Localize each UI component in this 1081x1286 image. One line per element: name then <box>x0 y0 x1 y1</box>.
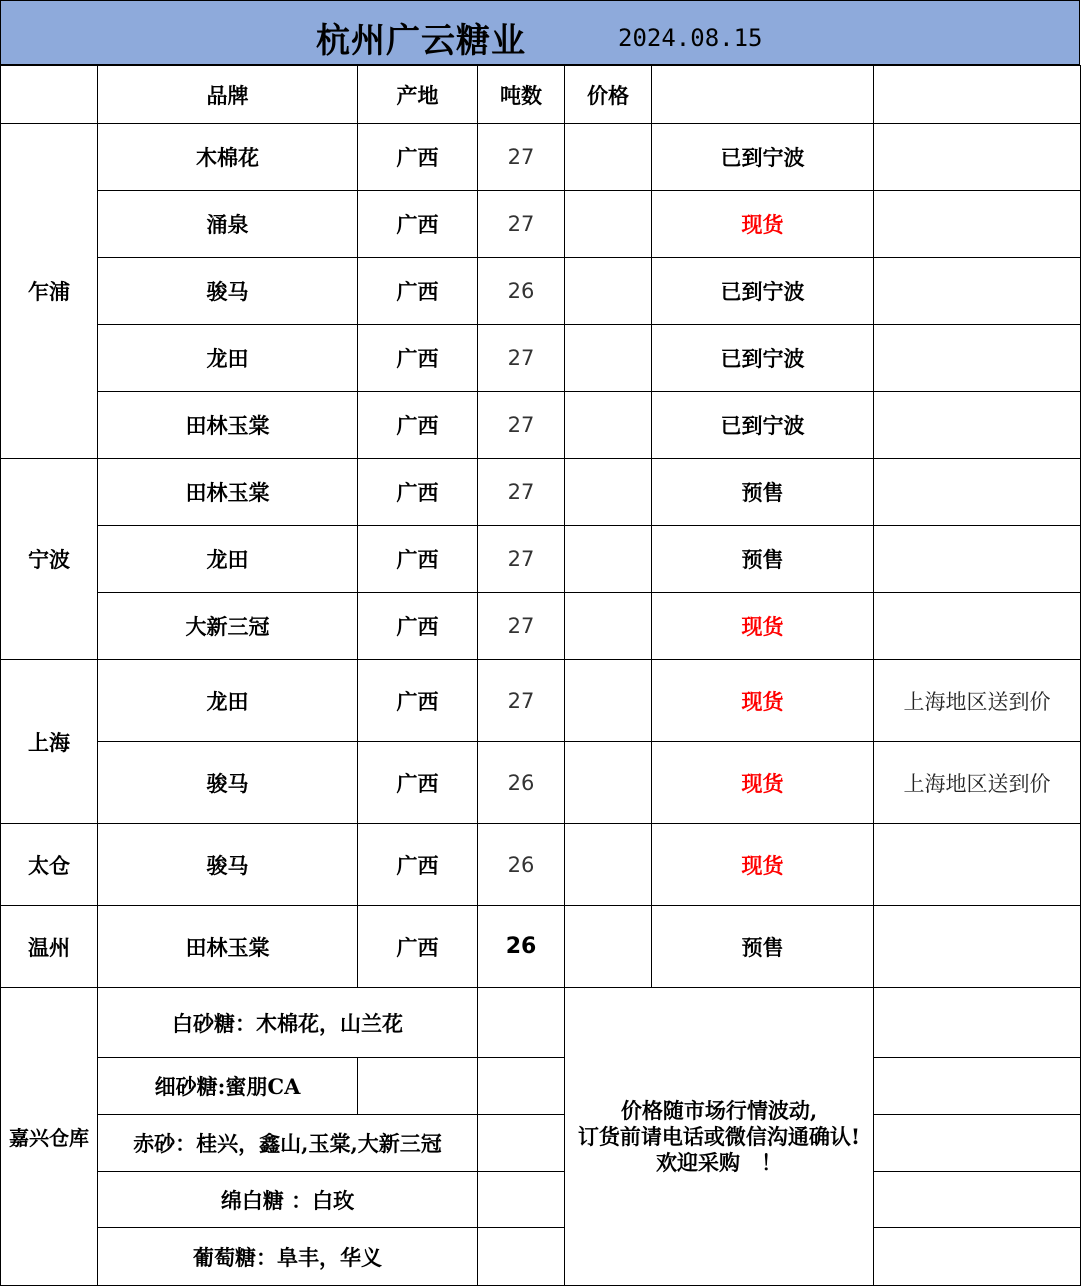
header-price: 价格 <box>565 66 652 124</box>
origin-cell: 广西 <box>358 593 478 660</box>
sugar-type-cell: 赤砂：桂兴，鑫山,玉棠,大新三冠 <box>98 1115 478 1172</box>
notice-line: 订货前请电话或微信沟通确认! <box>577 1123 861 1149</box>
tons-cell: 26 <box>478 824 565 906</box>
brand-cell: 龙田 <box>98 526 358 593</box>
price-cell <box>565 742 652 824</box>
sugar-type-cell: 绵白糖 ：白玫 <box>98 1172 478 1228</box>
origin-cell: 广西 <box>358 526 478 593</box>
status-cell: 现货 <box>652 660 874 742</box>
price-cell <box>565 459 652 526</box>
warehouse-cell: 温州 <box>1 906 98 988</box>
brand-cell: 骏马 <box>98 258 358 325</box>
sugar-row <box>1 1058 1081 1115</box>
tons-cell: 27 <box>478 191 565 258</box>
brand-cell: 骏马 <box>98 824 358 906</box>
status-cell: 预售 <box>652 526 874 593</box>
blank-cell <box>478 1115 565 1172</box>
notice-cell <box>565 988 874 1286</box>
brand-cell: 田林玉棠 <box>98 459 358 526</box>
table-row <box>1 459 1081 526</box>
origin-cell: 广西 <box>358 459 478 526</box>
notice-line: 欢迎采购 ！ <box>656 1149 782 1175</box>
tons-cell: 27 <box>478 593 565 660</box>
blank-cell <box>478 1172 565 1228</box>
note-cell <box>874 124 1081 191</box>
note-cell <box>874 392 1081 459</box>
tons-cell: 27 <box>478 124 565 191</box>
origin-cell: 广西 <box>358 824 478 906</box>
brand-cell: 田林玉棠 <box>98 906 358 988</box>
title-bar <box>0 0 1080 65</box>
header-warehouse <box>1 66 98 124</box>
note-cell <box>874 191 1081 258</box>
price-cell <box>565 660 652 742</box>
sugar-type-cell: 葡萄糖：阜丰，华义 <box>98 1228 478 1286</box>
table-row <box>1 660 1081 742</box>
brand-cell: 骏马 <box>98 742 358 824</box>
tons-cell: 27 <box>478 459 565 526</box>
tons-cell: 26 <box>478 742 565 824</box>
warehouse-cell: 乍浦 <box>1 124 98 459</box>
brand-cell: 龙田 <box>98 325 358 392</box>
tons-cell: 26 <box>478 258 565 325</box>
status-cell: 预售 <box>652 459 874 526</box>
company-title: 杭州广云糖业 <box>316 21 526 61</box>
sugar-row <box>1 988 1081 1058</box>
origin-cell: 广西 <box>358 742 478 824</box>
price-table <box>0 65 1081 1286</box>
header-row <box>1 66 1081 124</box>
note-cell <box>874 593 1081 660</box>
blank-cell <box>478 1058 565 1115</box>
tons-cell: 27 <box>478 526 565 593</box>
header-origin: 产地 <box>358 66 478 124</box>
note-cell: 上海地区送到价 <box>874 742 1081 824</box>
blank-cell <box>874 1172 1081 1228</box>
origin-cell: 广西 <box>358 258 478 325</box>
table-row <box>1 392 1081 459</box>
price-cell <box>565 325 652 392</box>
sugar-type-cell: 细砂糖:蜜朋CA <box>98 1058 358 1115</box>
table-row <box>1 906 1081 988</box>
header-status <box>652 66 874 124</box>
table-row <box>1 742 1081 824</box>
price-cell <box>565 593 652 660</box>
tons-cell: 27 <box>478 325 565 392</box>
notice-line: 价格随市场行情波动, <box>620 1097 818 1123</box>
blank-cell <box>874 988 1081 1058</box>
origin-cell: 广西 <box>358 660 478 742</box>
table-row <box>1 124 1081 191</box>
note-cell <box>874 258 1081 325</box>
note-cell <box>874 526 1081 593</box>
origin-cell: 广西 <box>358 906 478 988</box>
status-cell: 预售 <box>652 906 874 988</box>
header-brand: 品牌 <box>98 66 358 124</box>
sugar-row <box>1 1228 1081 1286</box>
warehouse-cell: 上海 <box>1 660 98 824</box>
price-cell <box>565 392 652 459</box>
price-cell <box>565 906 652 988</box>
brand-cell: 涌泉 <box>98 191 358 258</box>
table-row <box>1 325 1081 392</box>
sugar-type-cell: 白砂糖：木棉花，山兰花 <box>98 988 478 1058</box>
price-cell <box>565 258 652 325</box>
table-row <box>1 258 1081 325</box>
warehouse-cell: 宁波 <box>1 459 98 660</box>
blank-cell <box>874 1228 1081 1286</box>
warehouse-cell-jiaxing: 嘉兴仓库 <box>1 988 98 1286</box>
header-tons: 吨数 <box>478 66 565 124</box>
tons-cell: 26 <box>478 906 565 988</box>
blank-cell <box>874 1115 1081 1172</box>
sheet-date: 2024.08.15 <box>618 24 763 52</box>
status-cell: 现货 <box>652 593 874 660</box>
blank-cell <box>478 988 565 1058</box>
note-cell: 上海地区送到价 <box>874 660 1081 742</box>
blank-cell <box>358 1058 478 1115</box>
table-row <box>1 191 1081 258</box>
blank-cell <box>478 1228 565 1286</box>
brand-cell: 大新三冠 <box>98 593 358 660</box>
sugar-row <box>1 1172 1081 1228</box>
tons-cell: 27 <box>478 392 565 459</box>
header-note <box>874 66 1081 124</box>
origin-cell: 广西 <box>358 191 478 258</box>
blank-cell <box>874 1058 1081 1115</box>
origin-cell: 广西 <box>358 325 478 392</box>
price-cell <box>565 526 652 593</box>
status-cell: 现货 <box>652 824 874 906</box>
price-cell <box>565 124 652 191</box>
origin-cell: 广西 <box>358 124 478 191</box>
brand-cell: 龙田 <box>98 660 358 742</box>
brand-cell: 木棉花 <box>98 124 358 191</box>
status-cell: 已到宁波 <box>652 124 874 191</box>
status-cell: 已到宁波 <box>652 325 874 392</box>
table-row <box>1 824 1081 906</box>
note-cell <box>874 824 1081 906</box>
note-cell <box>874 906 1081 988</box>
table-row <box>1 593 1081 660</box>
warehouse-cell: 太仓 <box>1 824 98 906</box>
note-cell <box>874 459 1081 526</box>
note-cell <box>874 325 1081 392</box>
brand-cell: 田林玉棠 <box>98 392 358 459</box>
status-cell: 现货 <box>652 742 874 824</box>
table-row <box>1 526 1081 593</box>
tons-cell: 27 <box>478 660 565 742</box>
origin-cell: 广西 <box>358 392 478 459</box>
status-cell: 现货 <box>652 191 874 258</box>
price-cell <box>565 824 652 906</box>
price-cell <box>565 191 652 258</box>
status-cell: 已到宁波 <box>652 392 874 459</box>
sugar-row <box>1 1115 1081 1172</box>
status-cell: 已到宁波 <box>652 258 874 325</box>
